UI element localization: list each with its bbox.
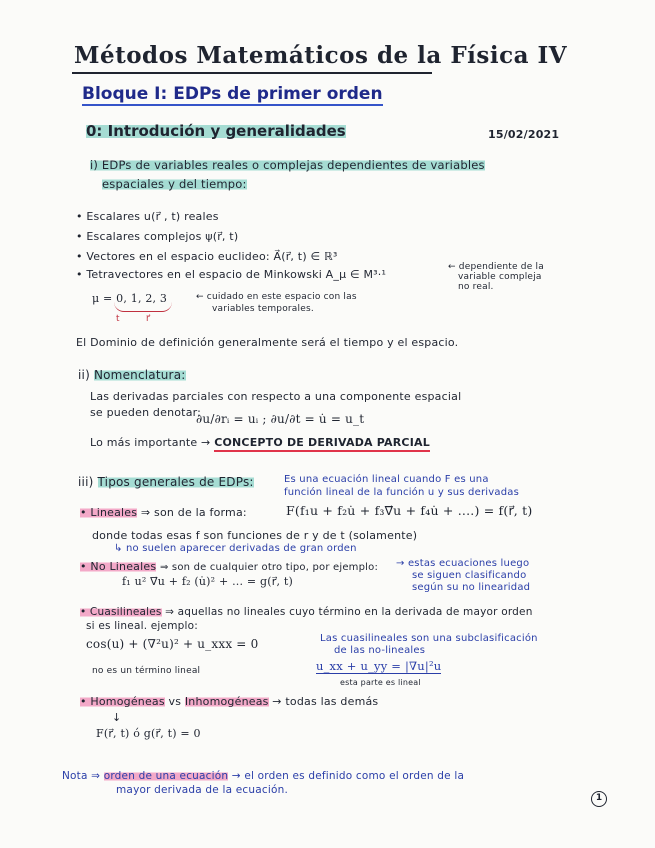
cuasi-eq2-text: u_xx + u_yy = |∇u|²u bbox=[316, 659, 442, 673]
block-title bbox=[82, 84, 383, 104]
s2-equation: ∂u/∂rᵢ = uᵢ ; ∂u/∂t = u̇ = u_t bbox=[196, 412, 365, 426]
nolineales-text: ⇒ son de cualquier otro tipo, por ejemplo: bbox=[159, 562, 379, 573]
block-title-text: Bloque I: EDPs de primer orden bbox=[82, 84, 383, 104]
homogeneas-text: → todas las demás bbox=[272, 695, 379, 708]
s1-heading-l2-text: espaciales y del tiempo: bbox=[102, 177, 247, 191]
lineales-label: • Lineales bbox=[80, 506, 138, 519]
s3-heading-text: Tipos generales de EDPs: bbox=[97, 475, 254, 489]
nolineales-label: • No Lineales bbox=[80, 560, 157, 573]
mu-brace bbox=[114, 302, 172, 312]
s1-heading-l1-text: i) EDPs de variables reales o complejas dependientes de variables bbox=[90, 158, 485, 172]
s3-note-1: Es una ecuación lineal cuando F es una bbox=[284, 474, 489, 485]
nolineales-equation: f₁ u² ∇⃗u + f₂ (u̇)² + ... = g(r⃗, t) bbox=[122, 575, 293, 588]
section-title-text: 0: Introdución y generalidades bbox=[86, 122, 346, 140]
s2-heading-prefix: ii) bbox=[78, 368, 90, 382]
mu-line: μ = 0, 1, 2, 3 bbox=[92, 292, 168, 305]
s1-bullet-4: • Tetravectores en el espacio de Minkowski A_μ ∈ M³·¹ bbox=[76, 268, 387, 281]
cuasi-line bbox=[80, 606, 533, 619]
s1-bullet-3: • Vectores en el espacio euclideo: A⃗(r⃗, t) ∈ ℝ³ bbox=[76, 250, 338, 263]
s3-heading-prefix: iii) bbox=[78, 475, 94, 489]
cuasi-equation-2 bbox=[316, 660, 441, 674]
s3-heading bbox=[78, 475, 254, 489]
nolin-note-3: según su no linearidad bbox=[412, 582, 531, 593]
s1-b4-note-2: variable compleja bbox=[458, 272, 542, 282]
lineales-line bbox=[80, 506, 247, 519]
s1-bullet-1: • Escalares u(r⃗ , t) reales bbox=[76, 210, 219, 223]
lineales-line-3: ↳ no suelen aparecer derivadas de gran orden bbox=[114, 543, 357, 554]
s2-line-2: se pueden denotar: bbox=[90, 406, 202, 419]
page-title: Métodos Matemáticos de la Física IV bbox=[74, 42, 568, 69]
nota-highlight: orden de una ecuación bbox=[103, 770, 229, 782]
lineales-equation: F(f₁u + f₂u̇ + f₃∇⃗u + f₄u̇ + ....) = f(r⃗, t) bbox=[286, 503, 533, 518]
cuasi-note-2: de las no-lineales bbox=[334, 645, 426, 656]
homogeneas-vs: vs bbox=[168, 695, 182, 708]
homogeneas-equation: F(r⃗, t) ó g(r⃗, t) = 0 bbox=[96, 727, 201, 740]
s3-note-2: función lineal de la función u y sus derivadas bbox=[284, 487, 519, 498]
cuasi-text: ⇒ aquellas no lineales cuyo término en la derivada de mayor orden bbox=[165, 606, 533, 618]
nolin-note-1: → estas ecuaciones luego bbox=[396, 558, 530, 569]
s1-heading-line1 bbox=[90, 159, 485, 173]
cuasi-eq2-note: esta parte es lineal bbox=[340, 678, 421, 687]
nolin-note-2: se siguen clasificando bbox=[412, 570, 527, 581]
cuasi-label: • Cuasilineales bbox=[80, 606, 162, 618]
nolineales-line bbox=[80, 560, 378, 574]
cuasi-equation: cos(u) + (∇²u)² + u_xxx = 0 bbox=[86, 637, 259, 651]
inhomogeneas-label: Inhomogéneas bbox=[184, 695, 269, 708]
section-title bbox=[86, 122, 346, 140]
page-number: 1 bbox=[591, 791, 607, 807]
s2-important-prefix: Lo más importante → bbox=[90, 436, 211, 449]
s2-important bbox=[90, 436, 430, 449]
s1-b4-note-1: ← dependiente de la bbox=[448, 262, 544, 272]
s2-heading-text: Nomenclatura: bbox=[93, 368, 186, 382]
nota-text-1: → el orden es definido como el orden de la bbox=[231, 770, 465, 782]
s1-b4-note-3: no real. bbox=[458, 282, 494, 292]
nota-line bbox=[62, 770, 464, 783]
homo-arrow: ↓ bbox=[112, 711, 122, 724]
nota-label: Nota ⇒ bbox=[62, 770, 101, 782]
date: 15/02/2021 bbox=[488, 128, 560, 141]
homogeneas-line bbox=[80, 695, 378, 708]
s2-important-text: CONCEPTO DE DERIVADA PARCIAL bbox=[214, 436, 430, 452]
cuasi-note-1: Las cuasilineales son una subclasificación bbox=[320, 633, 538, 644]
mu-note-1: ← cuidado en este espacio con las bbox=[196, 292, 357, 302]
nota-line-2: mayor derivada de la ecuación. bbox=[116, 784, 288, 796]
lineales-text: ⇒ son de la forma: bbox=[140, 506, 247, 519]
mu-note-2: variables temporales. bbox=[212, 304, 314, 314]
s2-heading bbox=[78, 368, 186, 382]
cuasi-line-2: si es lineal. ejemplo: bbox=[86, 620, 198, 632]
s1-heading-line2 bbox=[102, 178, 247, 192]
s2-line-1: Las derivadas parciales con respecto a una componente espacial bbox=[90, 390, 462, 403]
s1-bullet-2: • Escalares complejos ψ(r⃗, t) bbox=[76, 230, 239, 243]
brace-label-r: r⃗ bbox=[146, 314, 150, 324]
brace-label-t: t bbox=[116, 314, 120, 324]
homogeneas-label: • Homogéneas bbox=[80, 695, 165, 708]
domain-line: El Dominio de definición generalmente será el tiempo y el espacio. bbox=[76, 336, 459, 349]
title-underline bbox=[72, 72, 432, 74]
no-lineal-note: no es un término lineal bbox=[92, 666, 201, 676]
lineales-line-2: donde todas esas f son funciones de r y de t (solamente) bbox=[92, 529, 418, 542]
